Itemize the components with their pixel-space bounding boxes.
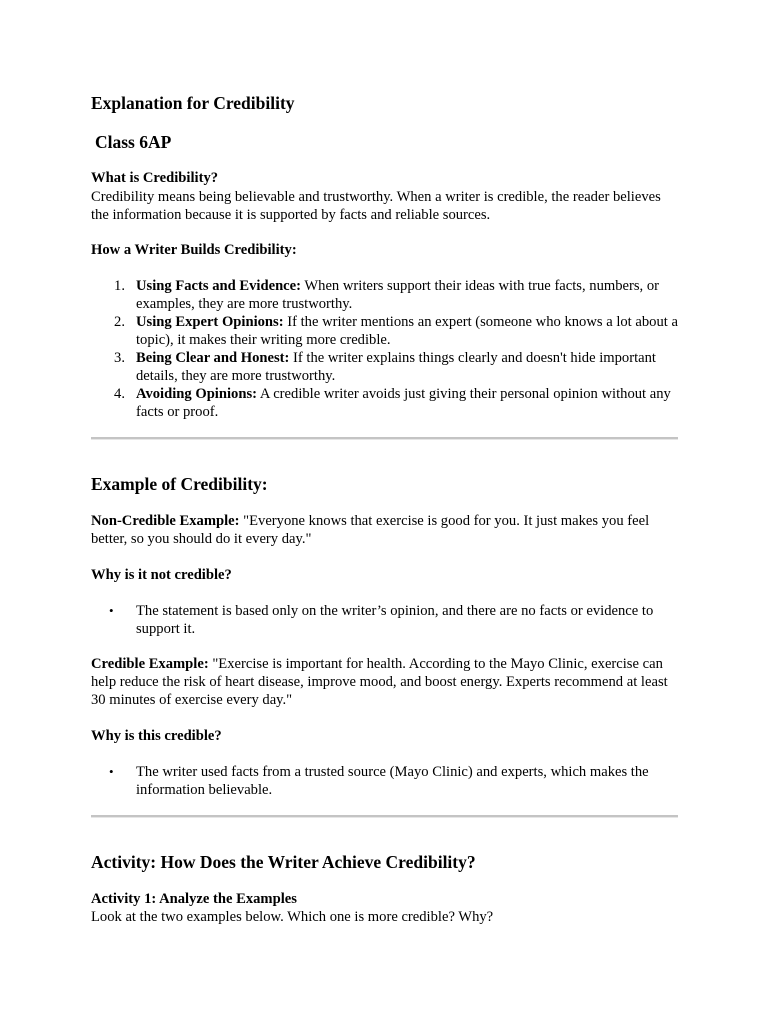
list-number: 4. xyxy=(114,386,125,402)
noncredible-paragraph xyxy=(91,512,681,548)
list-number: 2. xyxy=(114,314,125,330)
noncredible-term: Non-Credible Example: xyxy=(91,513,240,529)
what-heading: What is Credibility? xyxy=(91,170,219,186)
list-item-text: If the writer explains things clearly and doesn't hide important details, they are more trustworthy. xyxy=(136,350,656,384)
horizontal-divider xyxy=(91,437,678,440)
bullet-icon: • xyxy=(109,603,114,618)
builds-heading: How a Writer Builds Credibility: xyxy=(91,242,297,258)
list-item-text: When writers support their ideas with true facts, numbers, or examples, they are more trustworthy. xyxy=(136,278,659,312)
credible-text: "Exercise is important for health. According to the Mayo Clinic, exercise can help reduce the risk of heart disease, improve mood, and boost energy. Experts recommend at least 30 minutes of exercise every day." xyxy=(91,656,668,708)
list-item-text: If the writer mentions an expert (someone who knows a lot about a topic), it makes their writing more credible. xyxy=(136,314,678,348)
credible-term: Credible Example: xyxy=(91,656,209,672)
list-item-text: A credible writer avoids just giving their personal opinion without any facts or proof. xyxy=(136,386,671,420)
what-text: Credibility means being believable and trustworthy. When a writer is credible, the reader believes the information because it is supported by facts and reliable sources. xyxy=(91,189,661,223)
list-item-term: Using Facts and Evidence: xyxy=(136,278,301,294)
activity-heading: Activity: How Does the Writer Achieve Credibility? xyxy=(91,852,476,872)
list-item xyxy=(91,277,681,313)
why-is-heading: Why is this credible? xyxy=(91,728,222,744)
example-heading: Example of Credibility: xyxy=(91,474,268,494)
list-item-text: The statement is based only on the writer’s opinion, and there are no facts or evidence to support it. xyxy=(136,603,654,637)
horizontal-divider xyxy=(91,815,678,818)
noncredible-text: "Everyone knows that exercise is good for you. It just makes you feel better, so you should do it every day." xyxy=(91,513,650,547)
list-item xyxy=(91,313,681,349)
why-is-list xyxy=(91,763,681,799)
why-not-list xyxy=(91,602,681,638)
builds-list xyxy=(91,277,681,421)
list-item xyxy=(91,763,681,799)
list-item-term: Avoiding Opinions: xyxy=(136,386,257,402)
list-item xyxy=(91,602,681,638)
list-item-term: Being Clear and Honest: xyxy=(136,350,290,366)
list-item xyxy=(91,385,681,421)
list-number: 3. xyxy=(114,350,125,366)
activity1-heading: Activity 1: Analyze the Examples xyxy=(91,891,297,907)
credible-paragraph xyxy=(91,655,681,709)
list-item-term: Using Expert Opinions: xyxy=(136,314,284,330)
activity1-text: Look at the two examples below. Which one is more credible? Why? xyxy=(91,909,494,925)
list-item xyxy=(91,349,681,385)
list-item-text: The writer used facts from a trusted source (Mayo Clinic) and experts, which makes the information believable. xyxy=(136,764,649,798)
list-number: 1. xyxy=(114,278,125,294)
why-not-heading: Why is it not credible? xyxy=(91,567,232,583)
page-title: Explanation for Credibility xyxy=(91,93,295,113)
class-label: Class 6AP xyxy=(95,132,172,152)
bullet-icon: • xyxy=(109,764,114,779)
